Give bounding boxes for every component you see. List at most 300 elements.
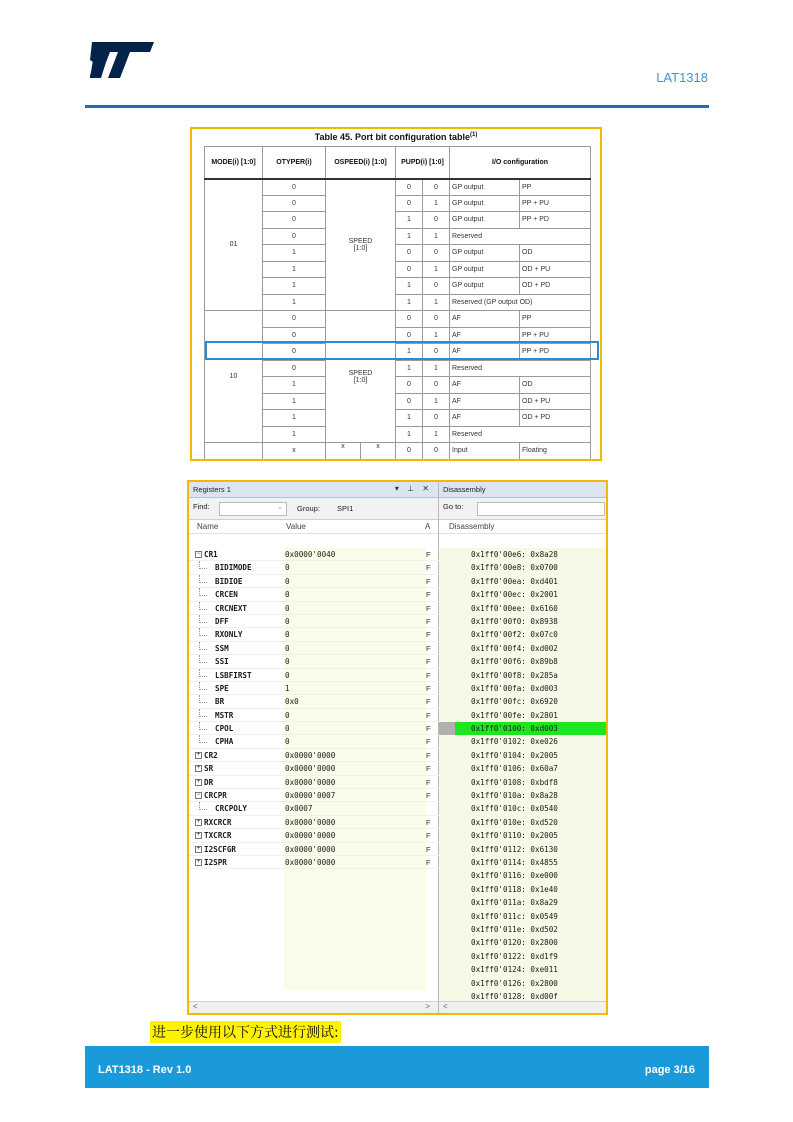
pupd0-cell: 0 <box>423 344 450 361</box>
register-row[interactable] <box>189 655 439 668</box>
disassembly-row[interactable] <box>439 602 606 615</box>
tree-connector <box>199 588 207 596</box>
speed-x: x <box>326 443 361 459</box>
register-access: F <box>426 670 431 680</box>
scroll-left-icon[interactable]: < <box>443 1002 448 1011</box>
header-mode: MODE(i) [1:0] <box>205 147 263 179</box>
disassembly-row[interactable] <box>439 923 606 936</box>
speed-cell <box>326 179 396 311</box>
disassembly-row[interactable] <box>439 789 606 802</box>
disassembly-text: 0x1ff0'00f6: 0x89b8 <box>471 657 558 667</box>
disassembly-hscroll[interactable] <box>439 1001 606 1013</box>
disassembly-toolbar <box>439 498 606 520</box>
collapse-icon[interactable]: − <box>196 551 201 557</box>
register-access: F <box>426 737 431 747</box>
register-row[interactable] <box>189 735 439 748</box>
io-type-cell: OD + PU <box>520 261 591 278</box>
otyper-cell: 0 <box>263 311 326 328</box>
disassembly-row[interactable] <box>439 910 606 923</box>
col-value[interactable]: Value <box>286 522 306 531</box>
scroll-left-icon[interactable]: < <box>193 1002 198 1011</box>
pupd0-cell: 1 <box>423 195 450 212</box>
expand-icon[interactable]: + <box>196 818 201 825</box>
register-row[interactable] <box>189 789 439 802</box>
pupd1-cell: 0 <box>396 245 423 262</box>
register-access: F <box>426 724 431 734</box>
header-otyper: OTYPER(i) <box>263 147 326 179</box>
register-access: F <box>426 550 431 559</box>
col-access[interactable]: A <box>425 522 431 531</box>
register-row[interactable] <box>189 575 439 588</box>
test-note: 进一步使用以下方式进行测试: <box>150 1021 341 1043</box>
register-value[interactable]: 0 <box>285 710 290 720</box>
disassembly-text: 0x1ff0'011c: 0x0549 <box>471 911 558 921</box>
register-name: CRCPOLY <box>215 804 248 814</box>
register-access: F <box>426 643 431 653</box>
disassembly-row[interactable] <box>439 669 606 682</box>
io-config-cell: Reserved <box>450 228 591 245</box>
disassembly-text: 0x1ff0'011a: 0x8a29 <box>471 898 558 908</box>
tree-connector <box>199 695 207 703</box>
expand-icon[interactable]: + <box>196 778 201 785</box>
mode-cell: 01 <box>205 179 263 311</box>
register-access: F <box>426 844 431 854</box>
footer <box>85 1046 709 1088</box>
register-row[interactable] <box>189 588 439 601</box>
disassembly-text: 0x1ff0'00f0: 0x8938 <box>471 616 558 626</box>
group-label: Group: <box>297 504 320 513</box>
register-name: TXCRCR <box>204 831 232 841</box>
otyper-cell: 0 <box>263 327 326 344</box>
expand-icon[interactable]: + <box>196 832 201 839</box>
pupd1-cell: 1 <box>396 410 423 427</box>
register-access: F <box>426 630 431 640</box>
otyper-cell: 0 <box>263 228 326 245</box>
table-row <box>205 212 591 229</box>
disassembly-text: 0x1ff0'00f8: 0x285a <box>471 670 558 680</box>
disassembly-text: 0x1ff0'0124: 0xe011 <box>471 965 558 975</box>
mode-cell <box>205 443 263 460</box>
disassembly-row[interactable] <box>439 950 606 963</box>
pupd1-cell: 1 <box>396 344 423 361</box>
disassembly-row[interactable] <box>439 615 606 628</box>
disassembly-row[interactable] <box>439 762 606 775</box>
disassembly-row[interactable] <box>439 548 606 561</box>
otyper-cell: 0 <box>263 212 326 229</box>
register-row[interactable] <box>189 749 439 762</box>
register-name: SR <box>204 764 214 774</box>
current-instruction-row[interactable] <box>439 722 606 735</box>
pupd0-cell: 1 <box>423 426 450 443</box>
disassembly-text: 0x1ff0'0104: 0x2005 <box>471 750 558 760</box>
io-type-cell: PP + PU <box>520 195 591 212</box>
tree-connector <box>199 602 207 610</box>
register-access: F <box>426 683 431 693</box>
register-name: CRCEN <box>215 590 238 600</box>
register-name: MSTR <box>215 710 234 720</box>
register-row[interactable] <box>189 829 439 842</box>
table-row <box>205 344 591 361</box>
disassembly-row[interactable] <box>439 896 606 909</box>
register-access: F <box>426 791 431 801</box>
expand-icon[interactable]: + <box>196 845 201 852</box>
register-access: F <box>426 590 431 600</box>
register-row[interactable] <box>189 856 439 869</box>
disassembly-title: Disassembly <box>443 485 486 494</box>
speed-cell <box>326 311 396 443</box>
pupd0-cell: 0 <box>423 179 450 196</box>
otyper-cell: 0 <box>263 195 326 212</box>
disassembly-row[interactable] <box>439 588 606 601</box>
register-name: LSBFIRST <box>215 670 252 680</box>
register-name: SSI <box>215 657 229 667</box>
table-row <box>205 360 591 377</box>
disassembly-list <box>439 548 606 1003</box>
register-value[interactable]: 0x0000'0000 <box>285 831 336 841</box>
io-mode-cell: AF <box>450 377 520 394</box>
expand-icon[interactable]: + <box>196 765 201 772</box>
disassembly-row[interactable] <box>439 561 606 574</box>
disassembly-row[interactable] <box>439 628 606 641</box>
pupd0-cell: 0 <box>423 212 450 229</box>
disassembly-row[interactable] <box>439 642 606 655</box>
collapse-icon[interactable]: − <box>196 792 201 799</box>
pupd0-cell: 1 <box>423 261 450 278</box>
disassembly-text: 0x1ff0'0108: 0xbdf8 <box>471 777 558 787</box>
disassembly-text: 0x1ff0'00f2: 0x07c0 <box>471 630 558 640</box>
tree-connector <box>199 682 207 690</box>
disassembly-row[interactable] <box>439 829 606 842</box>
register-row[interactable] <box>189 615 439 628</box>
disassembly-row[interactable] <box>439 816 606 829</box>
tree-connector <box>199 561 207 569</box>
ide-screenshot <box>187 480 608 1015</box>
disassembly-text: 0x1ff0'00fa: 0xd003 <box>471 683 558 693</box>
register-name: RXONLY <box>215 630 243 640</box>
register-name: CRCPR <box>204 791 227 801</box>
disassembly-row[interactable] <box>439 883 606 896</box>
register-value[interactable]: 0x0000'0000 <box>285 857 336 867</box>
col-name[interactable]: Name <box>197 522 219 531</box>
disassembly-text: 0x1ff0'00e6: 0x8a28 <box>471 550 558 559</box>
pupd1-cell: 1 <box>396 360 423 377</box>
disassembly-text: 0x1ff0'0128: 0xd00f <box>471 991 558 1001</box>
tree-connector <box>199 615 207 623</box>
disassembly-row[interactable] <box>439 575 606 588</box>
table-row <box>205 443 591 460</box>
io-mode-cell: Input <box>450 443 520 460</box>
table-row <box>205 179 591 196</box>
table-row <box>205 410 591 427</box>
register-value[interactable]: 0 <box>285 643 290 653</box>
expand-icon[interactable]: + <box>196 858 201 865</box>
register-value[interactable]: 0x0 <box>285 697 299 707</box>
io-type-cell: PP + PD <box>520 344 591 361</box>
disassembly-text: 0x1ff0'0126: 0x2800 <box>471 978 558 988</box>
io-mode-cell: AF <box>450 327 520 344</box>
scroll-right-icon[interactable]: > <box>425 1002 430 1011</box>
io-config-cell: Reserved <box>450 426 591 443</box>
register-value[interactable]: 0x0000'0000 <box>285 817 336 827</box>
io-mode-cell: AF <box>450 393 520 410</box>
disassembly-text: 0x1ff0'0112: 0x6130 <box>471 844 558 854</box>
otyper-cell: x <box>263 443 326 460</box>
io-type-cell: PP + PU <box>520 327 591 344</box>
io-config-cell: Reserved <box>450 360 591 377</box>
registers-titlebar <box>189 482 438 498</box>
registers-title: Registers 1 <box>193 485 231 494</box>
disassembly-row[interactable] <box>439 856 606 869</box>
expand-icon[interactable]: + <box>196 751 201 758</box>
io-config-cell: Reserved (GP output OD) <box>450 294 591 311</box>
io-type-cell: OD + PD <box>520 410 591 427</box>
otyper-cell: 0 <box>263 360 326 377</box>
registers-list <box>189 548 439 869</box>
pupd1-cell: 0 <box>396 261 423 278</box>
pupd0-cell: 0 <box>423 245 450 262</box>
register-row[interactable] <box>189 843 439 856</box>
io-mode-cell: AF <box>450 410 520 427</box>
disassembly-row[interactable] <box>439 843 606 856</box>
register-value[interactable]: 0x0000'0000 <box>285 750 336 760</box>
document-id: LAT1318 <box>656 70 708 85</box>
disassembly-row[interactable] <box>439 802 606 815</box>
header-rule <box>85 105 709 108</box>
tree-connector <box>199 709 207 717</box>
register-row[interactable] <box>189 762 439 775</box>
goto-label: Go to: <box>443 502 464 511</box>
disassembly-text: 0x1ff0'00e8: 0x0700 <box>471 563 558 573</box>
register-value[interactable]: 0 <box>285 724 290 734</box>
pupd1-cell: 1 <box>396 426 423 443</box>
disassembly-row[interactable] <box>439 869 606 882</box>
otyper-cell: 0 <box>263 344 326 361</box>
header-io-config: I/O configuration <box>450 147 591 179</box>
register-value[interactable]: 0 <box>285 563 290 573</box>
io-mode-cell: GP output <box>450 278 520 295</box>
otyper-cell: 1 <box>263 377 326 394</box>
pupd0-cell: 1 <box>423 360 450 377</box>
registers-hscroll[interactable] <box>189 1001 438 1013</box>
tree-connector <box>199 722 207 730</box>
mode-cell: 10 <box>205 311 263 443</box>
register-row[interactable] <box>189 642 439 655</box>
register-value[interactable]: 0 <box>285 603 290 613</box>
register-access: F <box>426 710 431 720</box>
register-value[interactable]: 0x0000'0000 <box>285 764 336 774</box>
disassembly-text: 0x1ff0'0106: 0x60a7 <box>471 764 558 774</box>
register-row[interactable] <box>189 709 439 722</box>
table-row <box>205 195 591 212</box>
st-logo <box>90 40 156 80</box>
header-pupd: PUPD(i) [1:0] <box>396 147 450 179</box>
register-access: F <box>426 750 431 760</box>
find-input[interactable] <box>219 502 287 516</box>
pupd0-cell: 1 <box>423 393 450 410</box>
disassembly-column-header <box>439 520 606 534</box>
disassembly-titlebar <box>439 482 606 498</box>
pupd1-cell: 1 <box>396 278 423 295</box>
io-mode-cell: GP output <box>450 195 520 212</box>
pc-marker <box>439 722 455 735</box>
pupd0-cell: 1 <box>423 228 450 245</box>
table-row <box>205 377 591 394</box>
register-value[interactable]: 0 <box>285 616 290 626</box>
disassembly-text: 0x1ff0'010a: 0x8a28 <box>471 791 558 801</box>
disassembly-row[interactable] <box>439 977 606 990</box>
disassembly-text: 0x1ff0'0118: 0x1e40 <box>471 884 558 894</box>
register-row[interactable] <box>189 722 439 735</box>
disassembly-row[interactable] <box>439 682 606 695</box>
table-row <box>205 261 591 278</box>
otyper-cell: 1 <box>263 278 326 295</box>
register-value[interactable]: 1 <box>285 683 290 693</box>
register-row[interactable] <box>189 802 439 815</box>
disassembly-row[interactable] <box>439 749 606 762</box>
disassembly-row[interactable] <box>439 776 606 789</box>
register-name: RXCRCR <box>204 817 232 827</box>
table-row <box>205 228 591 245</box>
pupd1-cell: 0 <box>396 393 423 410</box>
disassembly-row[interactable] <box>439 709 606 722</box>
disassembly-text: 0x1ff0'0122: 0xd1f9 <box>471 951 558 961</box>
register-value[interactable]: 0x0000'0000 <box>285 777 336 787</box>
register-name: SPE <box>215 683 229 693</box>
register-value[interactable]: 0x0000'0000 <box>285 844 336 854</box>
table-row <box>205 278 591 295</box>
disassembly-row[interactable] <box>439 735 606 748</box>
group-value[interactable]: SPI1 <box>337 504 354 513</box>
register-name: BIDIOE <box>215 576 243 586</box>
register-value[interactable]: 0 <box>285 657 290 667</box>
tree-connector <box>199 575 207 583</box>
speed-range: [1:0] <box>353 244 368 252</box>
register-name: I2SPR <box>204 857 227 867</box>
io-type-cell: OD + PU <box>520 393 591 410</box>
tree-connector <box>199 642 207 650</box>
register-access: F <box>426 831 431 841</box>
chevron-down-icon[interactable]: ⌄ <box>277 504 283 511</box>
pane-controls[interactable]: ▾ ⊥ ✕ <box>394 484 432 493</box>
registers-pane <box>189 482 439 1013</box>
register-access: F <box>426 777 431 787</box>
speed-range: [1:0] <box>353 376 368 384</box>
register-value[interactable]: 0 <box>285 670 290 680</box>
disassembly-row[interactable] <box>439 936 606 949</box>
register-row[interactable] <box>189 561 439 574</box>
speed-cell <box>326 443 396 460</box>
io-mode-cell: GP output <box>450 179 520 196</box>
table-row <box>205 294 591 311</box>
pupd1-cell: 1 <box>396 212 423 229</box>
register-name: CR2 <box>204 750 218 760</box>
register-name: BR <box>215 697 225 707</box>
disassembly-text: 0x1ff0'0120: 0x2800 <box>471 938 558 948</box>
register-access: F <box>426 764 431 774</box>
register-value[interactable]: 0 <box>285 590 290 600</box>
register-name: CRCNEXT <box>215 603 248 613</box>
io-mode-cell: GP output <box>450 212 520 229</box>
register-access: F <box>426 603 431 613</box>
pupd1-cell: 0 <box>396 377 423 394</box>
footer-page: page 3/16 <box>644 1064 695 1076</box>
io-type-cell: PP <box>520 311 591 328</box>
otyper-cell: 1 <box>263 294 326 311</box>
registers-toolbar <box>189 498 438 520</box>
pupd1-cell: 1 <box>396 228 423 245</box>
tree-connector <box>199 802 207 810</box>
disassembly-text: 0x1ff0'0102: 0xe026 <box>471 737 558 747</box>
disassembly-text: 0x1ff0'010c: 0x0540 <box>471 804 558 814</box>
register-access: F <box>426 657 431 667</box>
register-name: CR1 <box>204 550 218 559</box>
pupd1-cell: 0 <box>396 311 423 328</box>
register-value[interactable]: 0 <box>285 630 290 640</box>
otyper-cell: 0 <box>263 179 326 196</box>
disassembly-text: 0x1ff0'00fe: 0x2801 <box>471 710 558 720</box>
register-value[interactable]: 0 <box>285 737 290 747</box>
otyper-cell: 1 <box>263 426 326 443</box>
disassembly-text: 0x1ff0'0114: 0x4855 <box>471 857 558 867</box>
register-value[interactable]: 0x0000'0007 <box>285 791 336 801</box>
register-row[interactable] <box>189 682 439 695</box>
speed-label: SPEED <box>348 369 373 377</box>
pupd0-cell: 0 <box>423 311 450 328</box>
disassembly-text: 0x1ff0'0100: 0xd003 <box>471 724 558 734</box>
register-row[interactable] <box>189 776 439 789</box>
pupd0-cell: 0 <box>423 377 450 394</box>
port-config-table-figure <box>190 127 602 461</box>
register-row[interactable] <box>189 695 439 708</box>
io-type-cell: Floating <box>520 443 591 460</box>
register-name: DR <box>204 777 214 787</box>
disassembly-row[interactable] <box>439 695 606 708</box>
otyper-cell: 1 <box>263 261 326 278</box>
register-value[interactable]: 0x0000'0040 <box>285 550 336 559</box>
disassembly-text: 0x1ff0'011e: 0xd502 <box>471 924 558 934</box>
register-value[interactable]: 0x0007 <box>285 804 313 814</box>
pupd1-cell: 0 <box>396 443 423 460</box>
io-type-cell: OD + PD <box>520 278 591 295</box>
table-row <box>205 245 591 262</box>
col-disassembly: Disassembly <box>449 522 495 531</box>
speed-label: SPEED <box>348 237 373 245</box>
disassembly-row[interactable] <box>439 963 606 976</box>
register-access: F <box>426 697 431 707</box>
register-row[interactable] <box>189 602 439 615</box>
pupd0-cell: 1 <box>423 294 450 311</box>
register-row[interactable] <box>189 816 439 829</box>
register-row[interactable] <box>189 669 439 682</box>
register-value[interactable]: 0 <box>285 576 290 586</box>
pupd1-cell: 1 <box>396 294 423 311</box>
register-row[interactable] <box>189 548 439 561</box>
register-name: I2SCFGR <box>204 844 237 854</box>
tree-connector <box>199 655 207 663</box>
otyper-cell: 1 <box>263 410 326 427</box>
disassembly-text: 0x1ff0'0110: 0x2005 <box>471 831 558 841</box>
otyper-cell: 1 <box>263 393 326 410</box>
pupd1-cell: 0 <box>396 327 423 344</box>
register-access: F <box>426 616 431 626</box>
disassembly-row[interactable] <box>439 655 606 668</box>
io-mode-cell: AF <box>450 311 520 328</box>
goto-input[interactable] <box>477 502 605 516</box>
pupd0-cell: 1 <box>423 327 450 344</box>
register-row[interactable] <box>189 628 439 641</box>
pupd1-cell: 0 <box>396 179 423 196</box>
pupd1-cell: 0 <box>396 195 423 212</box>
